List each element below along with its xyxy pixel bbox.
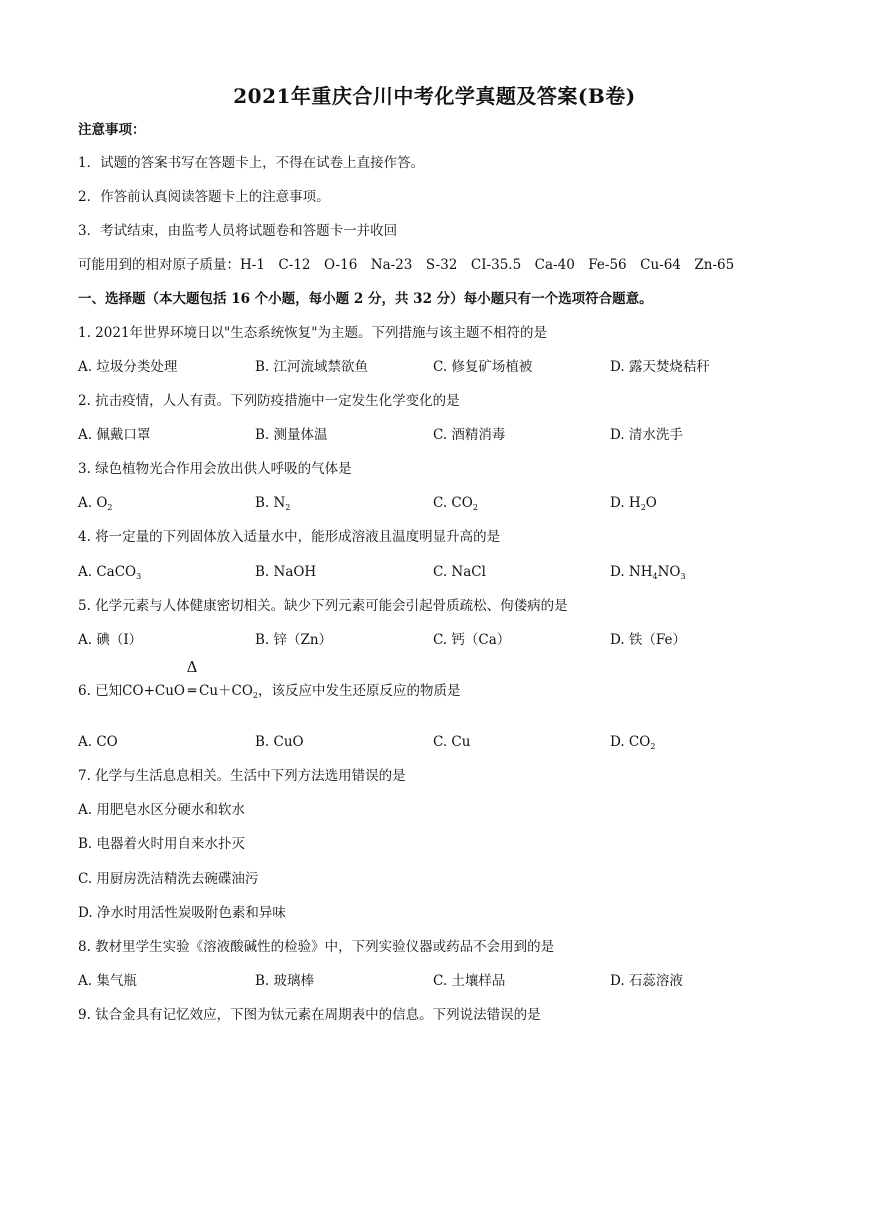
option-d: D. 净水时用活性炭吸附色素和异味 [78,905,286,921]
notice-item: 3．考试结束，由监考人员将试题卷和答题卡一并收回 [78,223,398,239]
option-d: D. 石蕊溶液 [610,973,683,989]
option-d: D. 清水洗手 [610,427,683,443]
option-b: B. NaOH [255,564,317,580]
option-a: A. 垃圾分类处理 [78,359,178,375]
option-d: D. 铁（Fe） [610,632,687,648]
option-c: C. 用厨房洗洁精洗去碗碟油污 [78,871,259,887]
option-c: C. Cu [433,734,471,750]
option-a: A. 集气瓶 [78,973,137,989]
option-c: C. 土壤样品 [433,973,506,989]
option-c: C. NaCl [433,564,486,580]
notice-heading: 注意事项： [78,122,146,138]
question-stem: 1. 2021年世界环境日以"生态系统恢复"为主题。下列措施与该主题不相符的是 [78,325,547,341]
atomic-masses: 可能用到的相对原子质量：H-1 C-12 O-16 Na-23 S-32 CI-35.5 Ca-40 Fe-56 Cu-64 Zn-65 [78,257,735,273]
option-a: A. $O_2$ [78,495,113,512]
question-stem: 4. 将一定量的下列固体放入适量水中，能形成溶液且温度明显升高的是 [78,529,501,545]
option-d: D. $CO_2$ [610,734,656,751]
option-b: B. CuO [255,734,304,750]
section-heading: 一、选择题（本大题包括 16 个小题，每小题 2 分，共 32 分）每小题只有一个选项符合题意。 [78,291,653,307]
option-a: A. CaCO$_3$ [78,564,142,581]
question-stem: 5. 化学元素与人体健康密切相关。缺少下列元素可能会引起骨质疏松、佝偻病的是 [78,598,568,614]
notice-item: 2．作答前认真阅读答题卡上的注意事项。 [78,189,330,205]
option-c: C. 钙（Ca） [433,632,511,648]
option-b: B. 玻璃棒 [255,973,315,989]
option-b: B. $N_2$ [255,495,291,512]
notice-item: 1．试题的答案书写在答题卡上，不得在试卷上直接作答。 [78,155,425,171]
question-stem: 8. 教材里学生实验《溶液酸碱性的检验》中，下列实验仪器或药品不会用到的是 [78,939,555,955]
question-stem: 2. 抗击疫情，人人有责。下列防疫措施中一定发生化学变化的是 [78,393,460,409]
option-b: B. 锌（Zn） [255,632,333,648]
heat-equation-sign: Δ ═ [186,658,198,699]
question-stem: 3. 绿色植物光合作用会放出供人呼吸的气体是 [78,461,352,477]
page-title: 2021年重庆合川中考化学真题及答案(B卷) [233,84,636,108]
option-a: A. 用肥皂水区分硬水和软水 [78,802,245,818]
option-c: C. $CO_2$ [433,495,478,512]
option-a: A. CO [78,734,118,750]
option-b: B. 测量体温 [255,427,328,443]
option-a: A. 佩戴口罩 [78,427,151,443]
option-c: C. 酒精消毒 [433,427,506,443]
question-stem: 6. 已知CO+CuO Δ ═ $Cu+CO_2$，该反应中发生还原反应的物质是 [78,658,461,700]
option-b: B. 江河流域禁欲鱼 [255,359,369,375]
option-d: D. $H_2O$ [610,495,657,512]
option-d: D. $NH_4NO_3$ [610,564,686,581]
question-stem: 9. 钛合金具有记忆效应，下图为钛元素在周期表中的信息。下列说法错误的是 [78,1007,541,1023]
option-b: B. 电器着火时用自来水扑灭 [78,836,246,852]
option-d: D. 露天焚烧秸秆 [610,359,710,375]
option-a: A. 碘（I） [78,632,143,648]
question-stem: 7. 化学与生活息息相关。生活中下列方法选用错误的是 [78,768,406,784]
option-c: C. 修复矿场植被 [433,359,533,375]
